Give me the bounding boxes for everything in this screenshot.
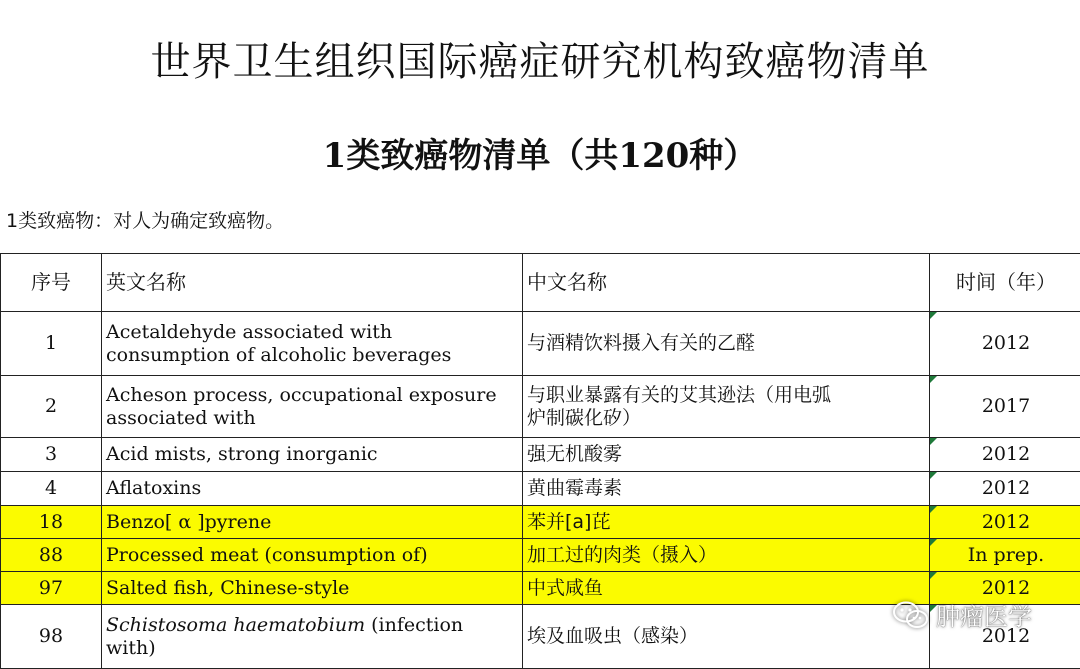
- table-header-row: [1, 254, 1080, 312]
- watermark-text: 肿瘤医学: [936, 597, 1032, 632]
- row-chinese-name: [523, 376, 930, 438]
- watermark: [892, 597, 1032, 632]
- row-english-name: Processed meat (consumption of): [102, 539, 523, 572]
- definition-text: 1类致癌物：对人为确定致癌物。: [6, 206, 284, 233]
- row-number: 18: [1, 506, 102, 539]
- row-number: 4: [1, 472, 102, 506]
- header-year: 时间（年）: [930, 254, 1080, 312]
- row-chinese-name: 中式咸鱼: [523, 572, 930, 605]
- chinese-line: 与职业暴露有关的艾其逊法（用电弧: [527, 384, 831, 406]
- row-english-name: Salted fish, Chinese-style: [102, 572, 523, 605]
- table-row-highlighted: [1, 506, 1080, 539]
- row-year: [930, 506, 1080, 539]
- corner-marker: [930, 472, 937, 479]
- main-title: 世界卫生组织国际癌症研究机构致癌物清单: [0, 30, 1080, 87]
- year-value: 2012: [982, 332, 1030, 354]
- row-chinese-name: [523, 312, 930, 376]
- row-year: [930, 438, 1080, 472]
- year-value: In prep.: [968, 544, 1044, 566]
- row-english-name: [102, 605, 523, 669]
- year-value: 2017: [982, 395, 1030, 417]
- year-value: 2012: [982, 577, 1030, 599]
- corner-marker: [930, 376, 937, 383]
- row-english-name: Acid mists, strong inorganic: [102, 438, 523, 472]
- year-value: 2012: [982, 477, 1030, 499]
- row-number: 98: [1, 605, 102, 669]
- header-english-name: 英文名称: [102, 254, 523, 312]
- english-line: Acetaldehyde associated with: [106, 321, 392, 343]
- row-number: 1: [1, 312, 102, 376]
- row-english-name: Benzo[ α ]pyrene: [102, 506, 523, 539]
- year-value: 2012: [982, 511, 1030, 533]
- corner-marker: [930, 438, 937, 445]
- table-row: [1, 472, 1080, 506]
- table-row: [1, 312, 1080, 376]
- english-line: consumption of alcoholic beverages: [106, 344, 451, 366]
- row-number: 88: [1, 539, 102, 572]
- corner-marker: [930, 539, 937, 546]
- row-chinese-name: 黄曲霉毒素: [523, 472, 930, 506]
- table-row: [1, 376, 1080, 438]
- row-number: 97: [1, 572, 102, 605]
- english-line: associated with: [106, 407, 256, 429]
- table-row-highlighted: [1, 539, 1080, 572]
- row-number: 2: [1, 376, 102, 438]
- header-chinese-name: 中文名称: [523, 254, 930, 312]
- row-chinese-name: 加工过的肉类（摄入）: [523, 539, 930, 572]
- chinese-line: 炉制碳化矽）: [527, 407, 641, 429]
- table-row: [1, 438, 1080, 472]
- wechat-icon: [892, 600, 930, 630]
- chinese-line: 与酒精饮料摄入有关的乙醛: [527, 332, 755, 354]
- row-year: [930, 312, 1080, 376]
- year-value: 2012: [982, 443, 1030, 465]
- english-line: (infection: [365, 614, 463, 636]
- corner-marker: [930, 572, 937, 579]
- row-year: [930, 539, 1080, 572]
- corner-marker: [930, 312, 937, 319]
- row-english-name: [102, 376, 523, 438]
- english-italic-part: Schistosoma haematobium: [106, 614, 365, 636]
- row-number: 3: [1, 438, 102, 472]
- header-number: 序号: [1, 254, 102, 312]
- row-chinese-name: 埃及血吸虫（感染）: [523, 605, 930, 669]
- row-year: [930, 376, 1080, 438]
- row-english-name: [102, 312, 523, 376]
- english-line: Acheson process, occupational exposure: [106, 384, 497, 406]
- year-value: 2012: [982, 625, 1030, 647]
- row-year: [930, 472, 1080, 506]
- row-chinese-name: 苯并[a]芘: [523, 506, 930, 539]
- row-english-name: Aflatoxins: [102, 472, 523, 506]
- sub-title: 1类致癌物清单（共120种）: [0, 128, 1080, 177]
- row-chinese-name: 强无机酸雾: [523, 438, 930, 472]
- corner-marker: [930, 506, 937, 513]
- english-line: with): [106, 637, 156, 659]
